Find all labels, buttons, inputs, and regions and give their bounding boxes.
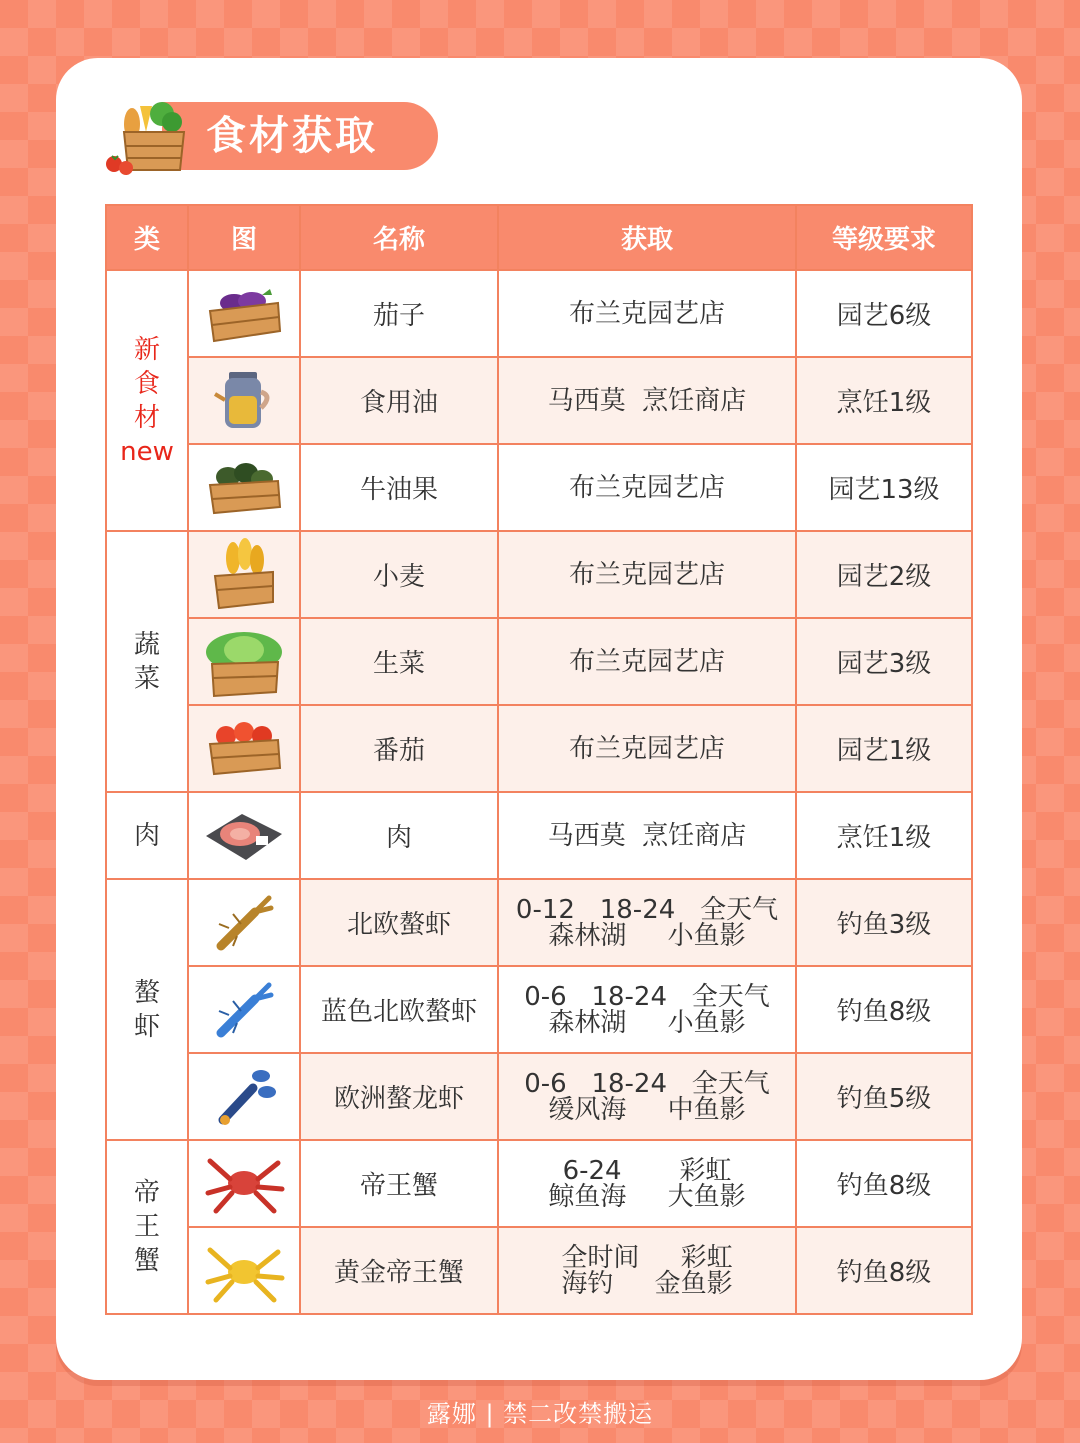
category-char: 螯 bbox=[133, 977, 160, 1008]
source-line: 森林湖 小鱼影 bbox=[548, 920, 746, 951]
item-source bbox=[498, 966, 796, 1053]
item-source bbox=[498, 1053, 796, 1140]
item-image bbox=[188, 357, 300, 444]
header-image: 图 bbox=[188, 205, 300, 270]
category-char: 新 bbox=[133, 334, 160, 365]
crayfish-icon bbox=[209, 888, 279, 958]
item-level: 烹饪1级 bbox=[796, 357, 972, 444]
table-row bbox=[106, 1227, 972, 1314]
category-king-crab bbox=[106, 1140, 188, 1314]
category-char: 食 bbox=[133, 368, 160, 399]
item-image bbox=[188, 270, 300, 357]
item-level: 园艺13级 bbox=[796, 444, 972, 531]
item-image bbox=[188, 531, 300, 618]
item-name: 生菜 bbox=[300, 618, 498, 705]
item-level: 园艺2级 bbox=[796, 531, 972, 618]
oil-jar-icon bbox=[209, 366, 279, 436]
source-line: 6-24 彩虹 bbox=[562, 1155, 732, 1186]
category-meat bbox=[106, 792, 188, 879]
item-source bbox=[498, 357, 796, 444]
header-level: 等级要求 bbox=[796, 205, 972, 270]
category-crayfish bbox=[106, 879, 188, 1140]
source-line: 0-6 18-24 全天气 bbox=[524, 1068, 770, 1099]
item-source bbox=[498, 705, 796, 792]
item-source bbox=[498, 270, 796, 357]
source-line: 海钓 金鱼影 bbox=[561, 1268, 733, 1299]
table-row bbox=[106, 531, 972, 618]
wheat-crate-icon bbox=[209, 538, 279, 612]
source-line: 森林湖 小鱼影 bbox=[548, 1007, 746, 1038]
item-level: 烹饪1级 bbox=[796, 792, 972, 879]
table-row bbox=[106, 966, 972, 1053]
meat-tray-icon bbox=[202, 806, 286, 866]
category-vegetable bbox=[106, 531, 188, 792]
table-row bbox=[106, 792, 972, 879]
item-level: 钓鱼8级 bbox=[796, 1227, 972, 1314]
source-line: 布兰克园艺店 bbox=[568, 472, 725, 503]
eggplant-crate-icon bbox=[204, 281, 284, 347]
source-line: 布兰克园艺店 bbox=[568, 733, 725, 764]
item-source bbox=[498, 1140, 796, 1227]
table-row bbox=[106, 357, 972, 444]
item-image bbox=[188, 1227, 300, 1314]
table-row bbox=[106, 270, 972, 357]
category-char: 王 bbox=[133, 1212, 160, 1242]
item-level: 园艺6级 bbox=[796, 270, 972, 357]
header-name: 名称 bbox=[300, 205, 498, 270]
item-source bbox=[498, 618, 796, 705]
item-source bbox=[498, 1227, 796, 1314]
category-char: 虾 bbox=[133, 1011, 160, 1042]
vegetable-basket-icon bbox=[102, 96, 202, 176]
item-image bbox=[188, 1140, 300, 1227]
header-source: 获取 bbox=[498, 205, 796, 270]
item-name: 肉 bbox=[300, 792, 498, 879]
category-char: 肉 bbox=[133, 820, 160, 851]
table-row bbox=[106, 705, 972, 792]
item-level: 钓鱼8级 bbox=[796, 966, 972, 1053]
item-name: 小麦 bbox=[300, 531, 498, 618]
header-category: 类 bbox=[106, 205, 188, 270]
item-source bbox=[498, 531, 796, 618]
category-char: 蔬 bbox=[133, 629, 160, 660]
category-char: 菜 bbox=[133, 663, 160, 694]
item-name: 茄子 bbox=[300, 270, 498, 357]
item-level: 园艺3级 bbox=[796, 618, 972, 705]
golden-king-crab-icon bbox=[202, 1236, 286, 1306]
item-source bbox=[498, 879, 796, 966]
item-image bbox=[188, 966, 300, 1053]
table-row bbox=[106, 1053, 972, 1140]
category-char: new bbox=[120, 436, 174, 467]
item-level: 园艺1级 bbox=[796, 705, 972, 792]
item-name: 欧洲螯龙虾 bbox=[300, 1053, 498, 1140]
table-row bbox=[106, 1140, 972, 1227]
item-name: 番茄 bbox=[300, 705, 498, 792]
item-source bbox=[498, 792, 796, 879]
source-line: 马西莫 烹饪商店 bbox=[547, 385, 747, 416]
item-image bbox=[188, 444, 300, 531]
source-line: 缓风海 中鱼影 bbox=[548, 1094, 746, 1125]
item-level: 钓鱼5级 bbox=[796, 1053, 972, 1140]
item-name: 帝王蟹 bbox=[300, 1140, 498, 1227]
category-char: 帝 bbox=[133, 1178, 160, 1208]
avocado-crate-icon bbox=[204, 455, 284, 521]
source-line: 0-6 18-24 全天气 bbox=[524, 981, 770, 1012]
category-new bbox=[106, 270, 188, 531]
category-char: 材 bbox=[133, 402, 160, 433]
tomato-crate-icon bbox=[204, 716, 284, 782]
item-level: 钓鱼3级 bbox=[796, 879, 972, 966]
item-name: 北欧螯虾 bbox=[300, 879, 498, 966]
item-image bbox=[188, 879, 300, 966]
item-name: 牛油果 bbox=[300, 444, 498, 531]
source-line: 鲸鱼海 大鱼影 bbox=[548, 1181, 746, 1212]
table-row bbox=[106, 444, 972, 531]
table-row bbox=[106, 879, 972, 966]
item-image bbox=[188, 705, 300, 792]
king-crab-icon bbox=[202, 1149, 286, 1219]
source-line: 马西莫 烹饪商店 bbox=[547, 820, 747, 851]
item-source bbox=[498, 444, 796, 531]
blue-crayfish-icon bbox=[209, 975, 279, 1045]
source-line: 0-12 18-24 全天气 bbox=[515, 894, 779, 925]
section-header bbox=[102, 96, 502, 176]
item-name: 蓝色北欧螯虾 bbox=[300, 966, 498, 1053]
item-image bbox=[188, 1053, 300, 1140]
item-image bbox=[188, 618, 300, 705]
content-card bbox=[56, 58, 1022, 1380]
table-row bbox=[106, 618, 972, 705]
item-image bbox=[188, 792, 300, 879]
ingredient-table bbox=[105, 204, 973, 1315]
category-char: 蟹 bbox=[133, 1246, 160, 1276]
item-name: 食用油 bbox=[300, 357, 498, 444]
item-level: 钓鱼8级 bbox=[796, 1140, 972, 1227]
source-line: 布兰克园艺店 bbox=[568, 559, 725, 590]
lobster-icon bbox=[209, 1062, 279, 1132]
lettuce-crate-icon bbox=[198, 624, 290, 700]
source-line: 布兰克园艺店 bbox=[568, 298, 725, 329]
source-line: 全时间 彩虹 bbox=[561, 1242, 733, 1273]
table-header-row bbox=[106, 205, 972, 270]
source-line: 布兰克园艺店 bbox=[568, 646, 725, 677]
page-title: 食材获取 bbox=[206, 113, 378, 159]
item-name: 黄金帝王蟹 bbox=[300, 1227, 498, 1314]
footer-credit: 露娜 | 禁二改禁搬运 bbox=[426, 1400, 654, 1428]
